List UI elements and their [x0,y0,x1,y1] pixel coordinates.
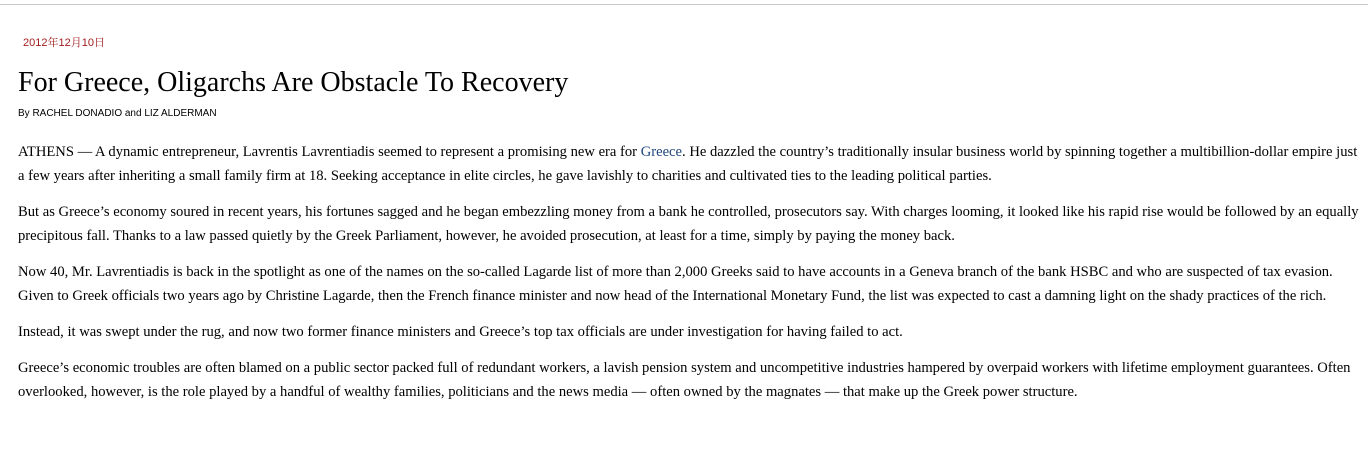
article-byline: By RACHEL DONADIO and LIZ ALDERMAN [18,108,217,119]
article-date: 2012年12月10日 [23,37,105,49]
paragraph-1-text-start: ATHENS — A dynamic entrepreneur, Lavrentis Lavrentiadis seemed to represent a promising new era for [18,144,641,160]
article-body [18,140,1363,416]
article-headline: For Greece, Oligarchs Are Obstacle To Recovery [18,67,569,98]
article-paragraph-3: Now 40, Mr. Lavrentiadis is back in the spotlight as one of the names on the so-called Lagarde list of more than 2,000 Greeks said to have accounts in a Geneva branch of the bank HSBC and who are suspected of tax evasion. Given to Greek officials two years ago by Christine Lagarde, then the French finance minister and now head of the International Monetary Fund, the list was expected to cast a damning light on the shady practices of the rich. [18,264,1333,304]
paragraph-1-text-end: . He dazzled the country’s traditionally insular business world by spinning together a multibillion-dollar empire just a few years after inheriting a small family firm at 18. Seeking acceptance in elite circles, he gave lavishly to charities and cultivated ties to the leading political parties. [18,144,1358,184]
article-paragraph-4: Instead, it was swept under the rug, and now two former finance ministers and Greece’s top tax officials are under investigation for having failed to act. [18,324,903,340]
article-paragraph-1 [18,140,1363,188]
greece-link[interactable]: Greece [640,144,683,160]
article-paragraph-2: But as Greece’s economy soured in recent years, his fortunes sagged and he began embezzling money from a bank he controlled, prosecutors say. With charges looming, it looked like his rapid rise would be followed by an equally precipitous fall. Thanks to a law passed quietly by the Greek Parliament, however, he avoided prosecution, at least for a time, simply by paying the money back. [18,204,1359,244]
article-paragraph-5: Greece’s economic troubles are often blamed on a public sector packed full of redundant workers, a lavish pension system and uncompetitive industries hampered by overpaid workers with lifetime employment guarantees. Often overlooked, however, is the role played by a handful of wealthy families, politicians and the news media — often owned by the magnates — that make up the Greek power structure. [18,360,1351,400]
